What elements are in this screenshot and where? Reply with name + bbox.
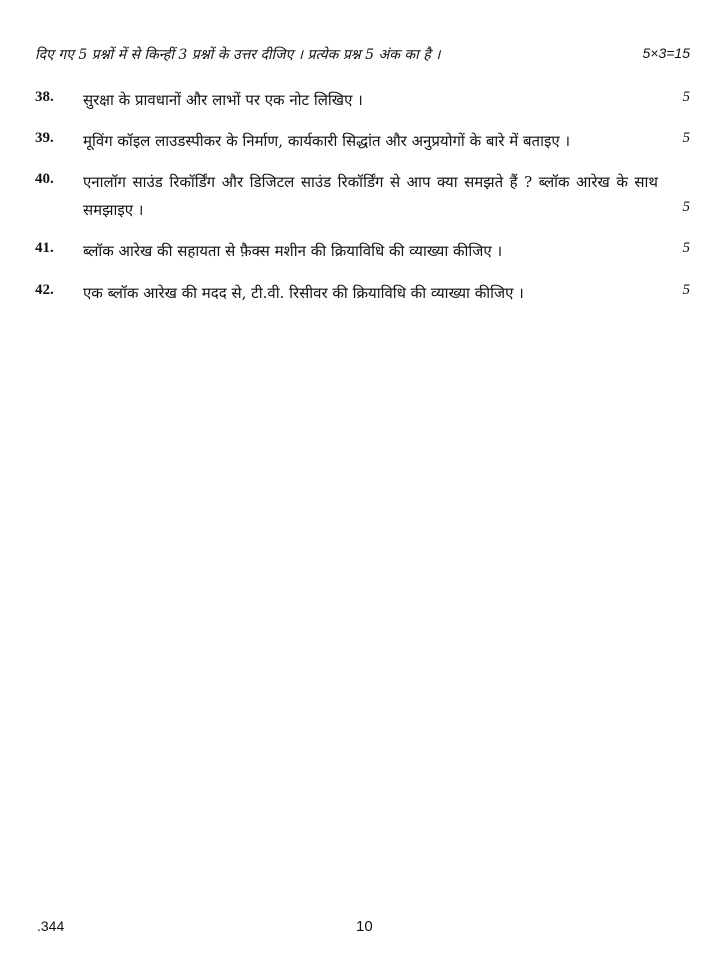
question-39 — [35, 127, 690, 155]
question-text: एक ब्लॉक आरेख की मदद से, टी.वी. रिसीवर की क्रियाविधि की व्याख्या कीजिए । — [83, 284, 524, 302]
question-number: 38. — [35, 89, 54, 105]
question-text: एनालॉग साउंड रिकॉर्डिंग और डिजिटल साउंड रिकॉर्डिंग से आप क्या समझते हैं ? ब्लॉक आरेख के साथ समझाइए । — [83, 173, 658, 219]
question-number: 40. — [35, 171, 54, 187]
question-number: 39. — [35, 130, 54, 146]
question-number: 42. — [35, 282, 54, 298]
section-marks: 5×3=15 — [642, 45, 690, 61]
question-text: मूविंग कॉइल लाउडस्पीकर के निर्माण, कार्यकारी सिद्धांत और अनुप्रयोगों के बारे में बताइए । — [83, 132, 571, 150]
page-number: 10 — [356, 918, 373, 935]
question-marks: 5 — [682, 199, 690, 215]
question-text: ब्लॉक आरेख की सहायता से फ़ैक्स मशीन की क्रियाविधि की व्याख्या कीजिए । — [83, 242, 503, 260]
question-number: 41. — [35, 240, 54, 256]
question-38 — [35, 86, 690, 114]
question-marks: 5 — [682, 130, 690, 146]
question-text: सुरक्षा के प्रावधानों और लाभों पर एक नोट लिखिए । — [83, 91, 363, 109]
question-marks: 5 — [682, 282, 690, 298]
instruction-text: दिए गए 5 प्रश्नों में से किन्हीं 3 प्रश्नों के उत्तर दीजिए । प्रत्येक प्रश्न 5 अंक का है । — [35, 47, 441, 63]
section-instruction — [35, 45, 690, 67]
question-marks: 5 — [682, 89, 690, 105]
paper-code: .344 — [37, 918, 65, 934]
question-40 — [35, 168, 690, 224]
question-41 — [35, 237, 690, 265]
question-42 — [35, 279, 690, 307]
question-marks: 5 — [682, 240, 690, 256]
